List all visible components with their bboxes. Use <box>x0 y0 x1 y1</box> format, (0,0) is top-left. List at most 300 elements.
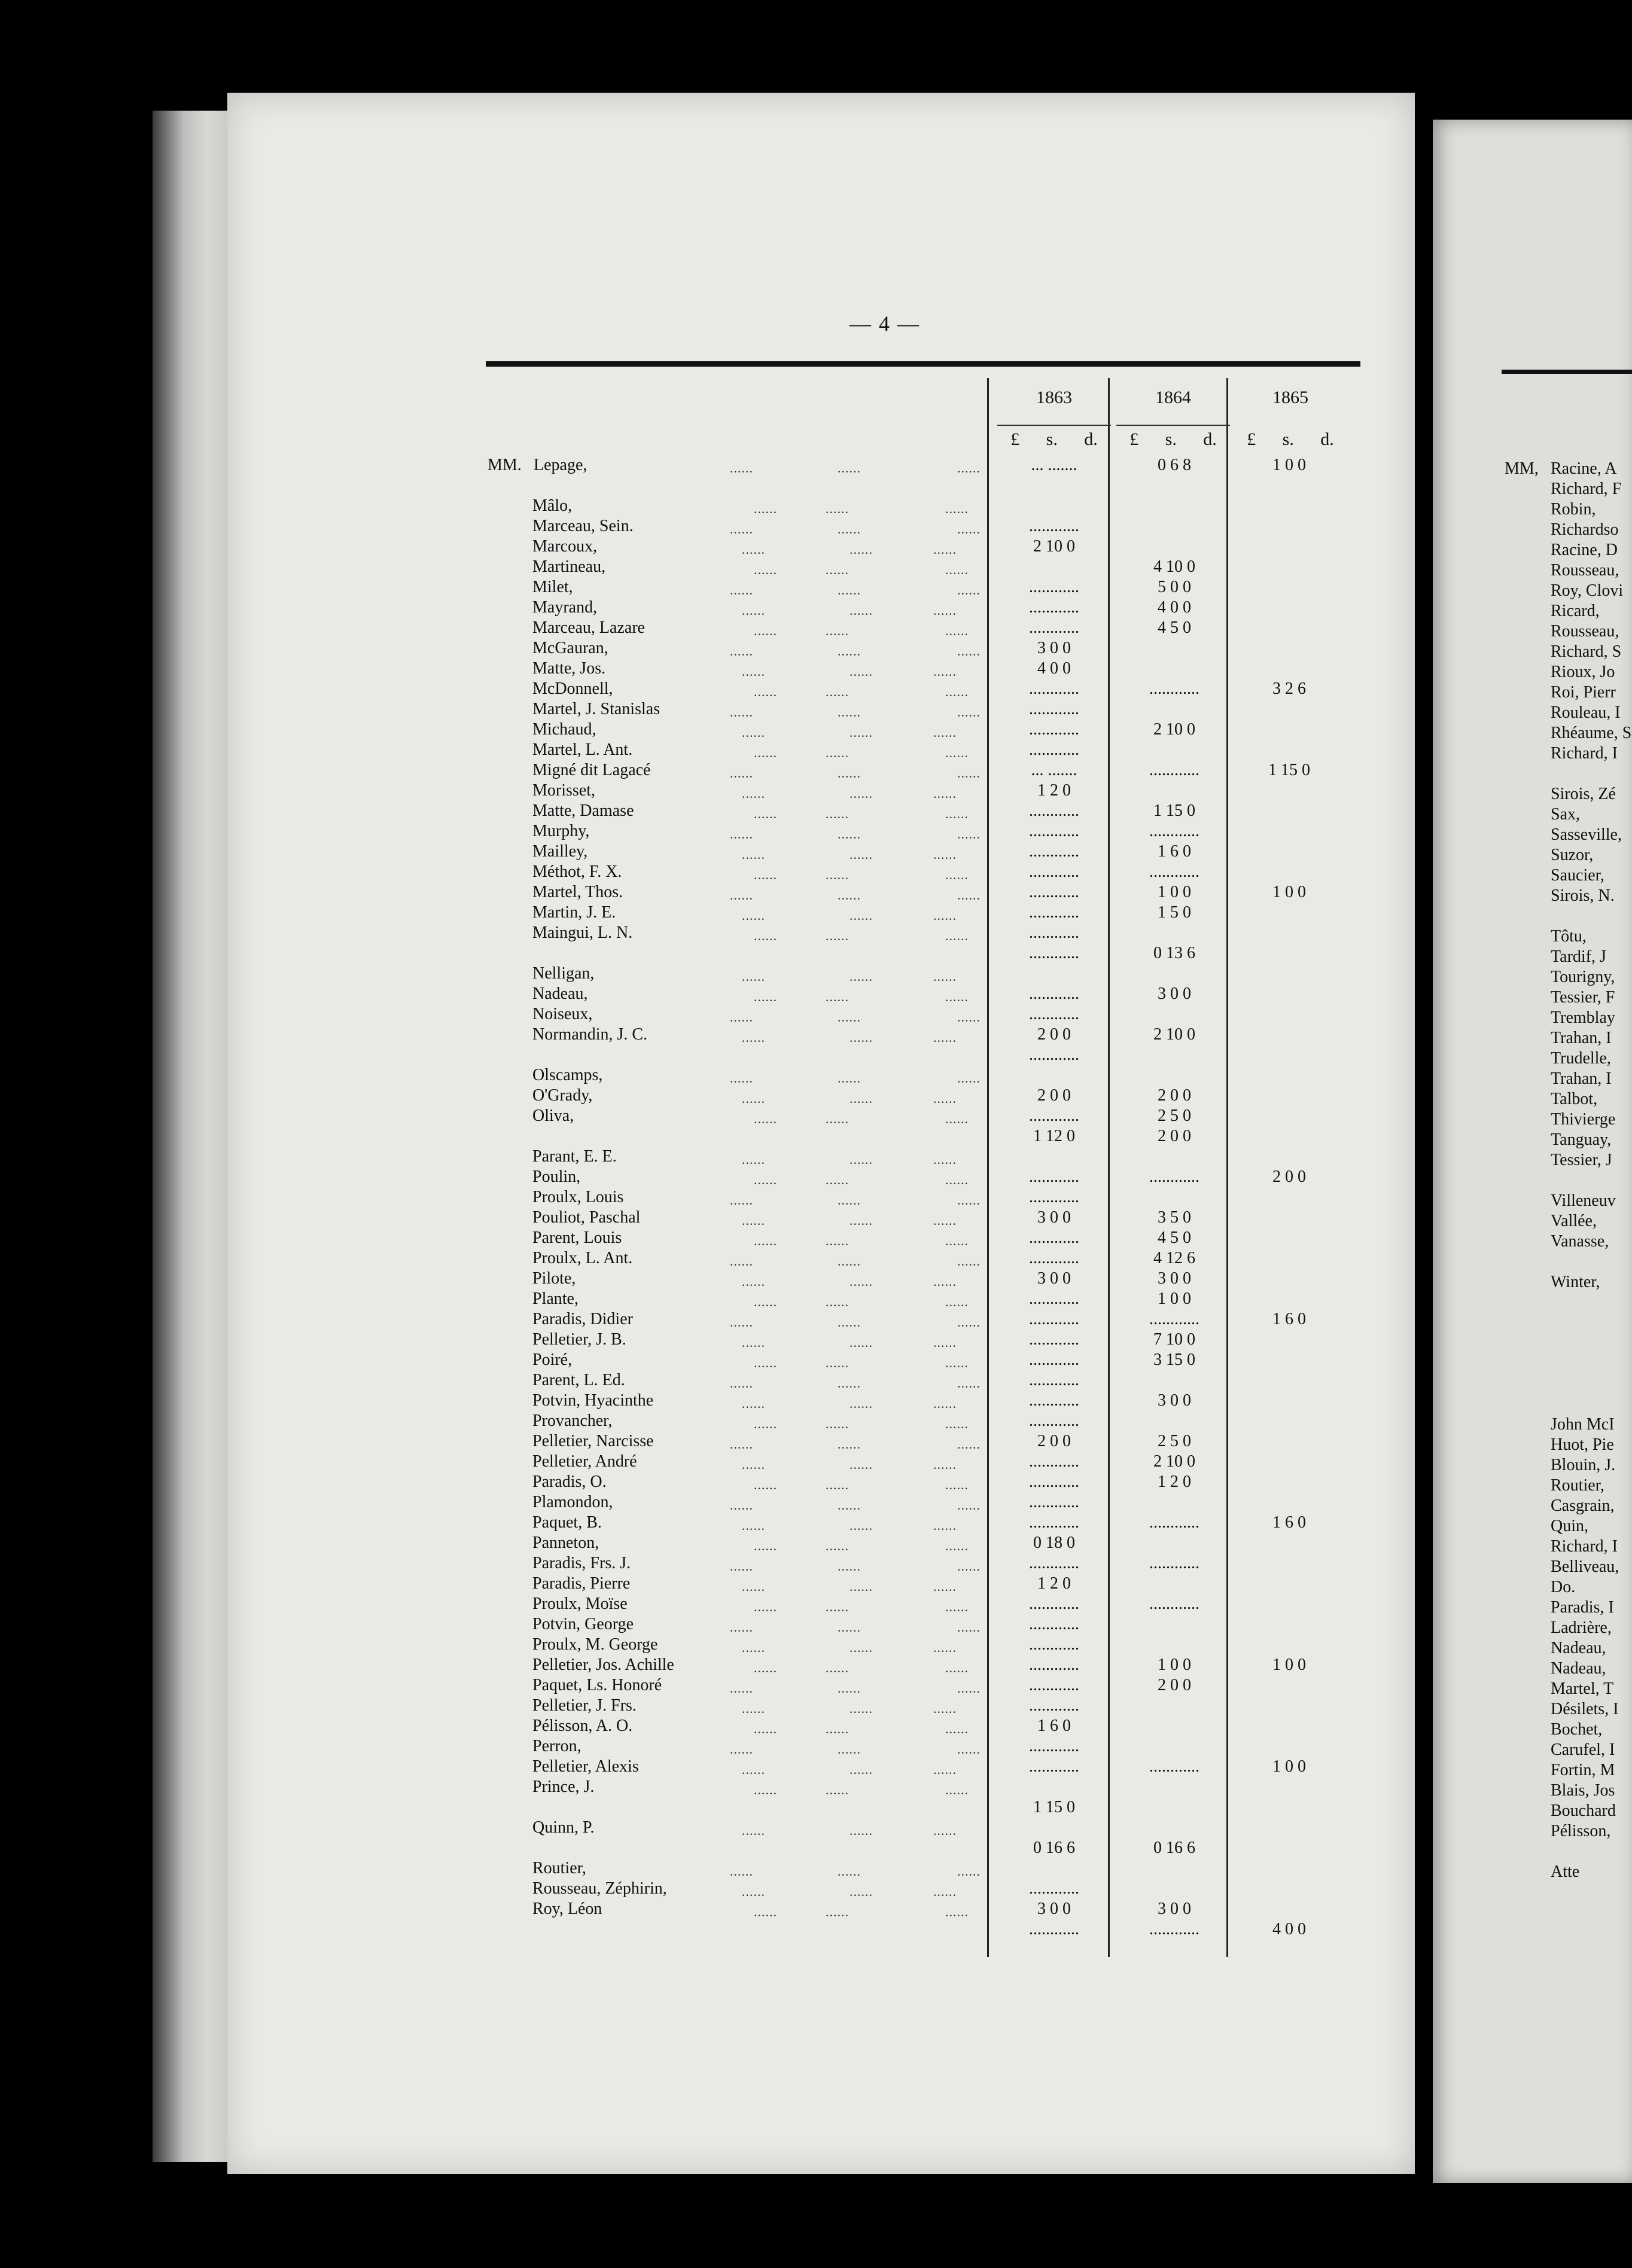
leader-dots: ...... <box>957 522 981 536</box>
leader-dots: ...... <box>826 1294 849 1309</box>
right-page-name: Martel, T <box>1551 1679 1614 1698</box>
subscriber-name: Proulx, M. George <box>532 1635 658 1654</box>
right-page-name: Trahan, I <box>1551 1029 1612 1047</box>
leader-dots: ...... <box>933 1030 957 1045</box>
leader-dots: ...... <box>850 786 873 801</box>
leader-dots: ...... <box>933 1091 957 1106</box>
leader-dots: ...... <box>730 1864 753 1879</box>
amount-1864: 2 5 0 <box>1158 1432 1191 1450</box>
table-row <box>0 1188 1632 1208</box>
leader-dots: ...... <box>826 1538 849 1553</box>
leader-dots: ...... <box>945 1782 969 1797</box>
leader-dots: ...... <box>838 1437 861 1452</box>
leader-dots: ...... <box>945 1538 969 1553</box>
table-row <box>0 1432 1632 1452</box>
leader-dots: ...... <box>730 1315 753 1330</box>
subscriber-name: Paradis, O. <box>532 1473 607 1491</box>
amount-1864: 4 12 6 <box>1153 1249 1195 1267</box>
table-row <box>0 1859 1632 1879</box>
leader-dots: ...... <box>742 847 765 862</box>
leader-dots: ...... <box>933 1823 957 1838</box>
subscriber-name: Martel, Thos. <box>532 883 623 901</box>
amount-1863: 2 0 0 <box>1037 1025 1071 1044</box>
leader-dots: ...... <box>945 806 969 821</box>
leader-dots: ...... <box>850 1030 873 1045</box>
leader-dots: ...... <box>754 501 777 516</box>
amount-1863: ............ <box>1029 700 1079 718</box>
amount-1865: 1 0 0 <box>1272 456 1306 474</box>
leader-dots: ...... <box>838 1010 861 1025</box>
right-page-name: Winter, <box>1551 1273 1600 1291</box>
amount-1864: 4 10 0 <box>1153 557 1195 576</box>
leader-dots: ...... <box>838 766 861 781</box>
subscriber-name: Martel, L. Ant. <box>532 740 633 759</box>
subscriber-name: Perron, <box>532 1737 581 1755</box>
leader-dots: ...... <box>742 1335 765 1350</box>
amount-1863: ............ <box>1029 1351 1079 1369</box>
leader-dots: ...... <box>730 705 753 720</box>
leader-dots: ...... <box>838 1254 861 1269</box>
subscriber-name: McDonnell, <box>532 679 613 698</box>
subscriber-name: Quinn, P. <box>532 1818 595 1837</box>
leader-dots: ...... <box>754 1721 777 1736</box>
leader-dots: ...... <box>957 1071 981 1086</box>
right-page-name: Saucier, <box>1551 866 1604 885</box>
amount-1863: ............ <box>1029 1188 1079 1206</box>
right-page-name: Rioux, Jo <box>1551 663 1615 681</box>
leader-dots: ...... <box>742 1396 765 1411</box>
amount-1863: ............ <box>1029 740 1079 759</box>
subscriber-name: Olscamps, <box>532 1066 603 1084</box>
leader-dots: ...... <box>957 1437 981 1452</box>
subscriber-name: Plamondon, <box>532 1493 613 1511</box>
table-row <box>0 740 1632 761</box>
subscriber-name: Plante, <box>532 1290 578 1308</box>
subscriber-name: Nelligan, <box>532 964 595 983</box>
leader-dots: ...... <box>933 725 957 740</box>
amount-1863: ............ <box>1029 1045 1079 1064</box>
leader-dots: ...... <box>850 1640 873 1655</box>
amount-1863: ............ <box>1029 1635 1079 1654</box>
leader-dots: ...... <box>838 1742 861 1757</box>
right-page-name: Rousseau, <box>1551 561 1619 580</box>
leader-dots: ...... <box>850 1274 873 1289</box>
right-page-name: Racine, D <box>1551 541 1618 559</box>
right-page-name: Thivierge <box>1551 1110 1616 1129</box>
leader-dots: ...... <box>957 1315 981 1330</box>
table-row <box>0 1737 1632 1757</box>
right-page-name: Roi, Pierr <box>1551 683 1616 702</box>
leader-dots: ...... <box>945 928 969 943</box>
right-page-name: Sirois, N. <box>1551 886 1615 905</box>
leader-dots: ...... <box>945 1904 969 1919</box>
amount-1864: 4 5 0 <box>1158 1228 1191 1247</box>
amount-1864: 1 0 0 <box>1158 883 1191 901</box>
leader-dots: ...... <box>730 888 753 903</box>
leader-dots: ...... <box>945 1355 969 1370</box>
subscriber-name: Panneton, <box>532 1534 599 1552</box>
amount-1863: ............ <box>1029 862 1079 881</box>
right-page-name: Tourigny, <box>1551 968 1615 986</box>
amount-1863: ... ....... <box>1031 456 1077 474</box>
leader-dots: ...... <box>850 725 873 740</box>
leader-dots: ...... <box>730 583 753 598</box>
money-header-1863 <box>997 429 1111 450</box>
table-row <box>0 1351 1632 1371</box>
table-row <box>0 1513 1632 1534</box>
leader-dots: ...... <box>838 1681 861 1696</box>
right-page-name: Blais, Jos <box>1551 1781 1615 1800</box>
leader-dots: ...... <box>850 1213 873 1228</box>
right-honorific-prefix: MM, <box>1505 459 1539 478</box>
table-row <box>0 557 1632 578</box>
right-page-name: Ladrière, <box>1551 1618 1612 1637</box>
leader-dots: ...... <box>742 1823 765 1838</box>
subscriber-name: Oliva, <box>532 1106 574 1125</box>
right-page-name: Richard, F <box>1551 480 1622 498</box>
leader-dots: ...... <box>957 1559 981 1574</box>
leader-dots: ...... <box>742 1884 765 1899</box>
leader-dots: ...... <box>838 888 861 903</box>
leader-dots: ...... <box>933 542 957 557</box>
right-page-name: Richard, I <box>1551 1537 1618 1556</box>
table-row <box>0 781 1632 801</box>
leader-dots: ...... <box>850 908 873 923</box>
right-page-name: Richardso <box>1551 520 1619 539</box>
amount-1863: 2 0 0 <box>1037 1432 1071 1450</box>
leader-dots: ...... <box>742 1152 765 1167</box>
amount-1863: 1 15 0 <box>1033 1798 1075 1816</box>
amount-1863: ............ <box>1029 984 1079 1003</box>
leader-dots: ...... <box>850 1457 873 1472</box>
amount-1864: ............ <box>1149 679 1199 698</box>
leader-dots: ...... <box>838 1315 861 1330</box>
right-page-name: Nadeau, <box>1551 1639 1606 1657</box>
right-page-name: Tessier, J <box>1551 1151 1612 1169</box>
leader-dots: ...... <box>838 522 861 536</box>
table-row <box>0 923 1632 944</box>
table-row <box>0 801 1632 822</box>
right-page-name: Richard, I <box>1551 744 1618 763</box>
subscriber-name: Pelletier, Narcisse <box>532 1432 654 1450</box>
leader-dots: ...... <box>826 1782 849 1797</box>
table-row <box>0 1310 1632 1330</box>
subscriber-name: Rousseau, Zéphirin, <box>532 1879 667 1898</box>
leader-dots: ...... <box>933 969 957 984</box>
table-row <box>0 1473 1632 1493</box>
right-page-name: Racine, A <box>1551 459 1617 478</box>
table-row <box>0 1839 1632 1859</box>
table-row <box>0 1452 1632 1473</box>
amount-1865: 1 15 0 <box>1268 761 1310 779</box>
right-page-name: Sasseville, <box>1551 825 1622 844</box>
leader-dots: ...... <box>838 1559 861 1574</box>
leader-dots: ...... <box>826 1233 849 1248</box>
table-row <box>0 537 1632 557</box>
leader-dots: ...... <box>957 1010 981 1025</box>
pound-label: £ <box>1247 429 1256 449</box>
table-row <box>0 1249 1632 1269</box>
subscriber-name: Parent, L. Ed. <box>532 1371 625 1389</box>
table-row <box>0 822 1632 842</box>
shilling-label: s. <box>1165 429 1177 449</box>
pound-label: £ <box>1010 429 1020 449</box>
year-header-1863: 1863 <box>1036 388 1072 407</box>
table-row <box>0 761 1632 781</box>
table-row <box>0 1635 1632 1656</box>
amount-1864: 0 13 6 <box>1153 944 1195 962</box>
leader-dots: ...... <box>945 1599 969 1614</box>
right-page-name: Sax, <box>1551 805 1580 824</box>
amount-1865: 1 0 0 <box>1272 883 1306 901</box>
subscriber-name: O'Grady, <box>532 1086 593 1105</box>
leader-dots: ...... <box>742 1579 765 1594</box>
subscriber-name: Proulx, Moïse <box>532 1595 628 1613</box>
leader-dots: ...... <box>933 1274 957 1289</box>
subscriber-name: Poulin, <box>532 1167 581 1186</box>
honorific-prefix: MM. <box>488 456 522 474</box>
leader-dots: ...... <box>826 1416 849 1431</box>
table-row <box>0 1066 1632 1086</box>
right-page-name: Belliveau, <box>1551 1557 1619 1576</box>
amount-1864: ............ <box>1149 1554 1199 1572</box>
subscriber-name: Mailley, <box>532 842 588 861</box>
leader-dots: ...... <box>850 1579 873 1594</box>
amount-1863: 0 18 0 <box>1033 1534 1075 1552</box>
table-row <box>0 1818 1632 1839</box>
right-page-header-rule <box>1502 370 1632 374</box>
leader-dots: ...... <box>850 603 873 618</box>
leader-dots: ...... <box>742 1701 765 1716</box>
shilling-label: s. <box>1282 429 1294 449</box>
leader-dots: ...... <box>838 1376 861 1391</box>
leader-dots: ...... <box>826 562 849 577</box>
leader-dots: ...... <box>945 1721 969 1736</box>
amount-1865: 4 0 0 <box>1272 1920 1306 1938</box>
leader-dots: ...... <box>754 1172 777 1187</box>
subscriber-name: Routier, <box>532 1859 586 1877</box>
amount-1863: ............ <box>1029 1452 1079 1471</box>
right-page-name: Bochet, <box>1551 1720 1603 1739</box>
leader-dots: ...... <box>945 1416 969 1431</box>
right-page-name: Trahan, I <box>1551 1069 1612 1088</box>
amount-1863: 0 16 6 <box>1033 1839 1075 1857</box>
amount-1864: 1 0 0 <box>1158 1290 1191 1308</box>
leader-dots: ...... <box>957 888 981 903</box>
right-page-name: Casgrain, <box>1551 1496 1615 1515</box>
amount-1863: 3 0 0 <box>1037 1900 1071 1918</box>
subscriber-name: Roy, Léon <box>532 1900 602 1918</box>
amount-1864: ............ <box>1149 1920 1199 1938</box>
leader-dots: ...... <box>933 1213 957 1228</box>
right-page-name: Tanguay, <box>1551 1130 1612 1149</box>
amount-1863: ............ <box>1029 1513 1079 1532</box>
amount-1863: 1 2 0 <box>1037 781 1071 800</box>
leader-dots: ...... <box>730 1742 753 1757</box>
leader-dots: ...... <box>838 827 861 842</box>
year-header-1864: 1864 <box>1155 388 1191 407</box>
subscriber-name: Matte, Damase <box>532 801 634 820</box>
money-header-1864 <box>1116 429 1230 450</box>
amount-1863: 3 0 0 <box>1037 639 1071 657</box>
pence-label: d. <box>1084 429 1098 449</box>
leader-dots: ...... <box>933 664 957 679</box>
table-row <box>0 1534 1632 1554</box>
right-page-name: Huot, Pie <box>1551 1435 1614 1454</box>
table-row <box>0 517 1632 537</box>
table-row <box>0 1696 1632 1717</box>
leader-dots: ...... <box>730 1437 753 1452</box>
amount-1863: ............ <box>1029 1676 1079 1694</box>
right-page-name: Bouchard <box>1551 1801 1616 1820</box>
subscriber-name: Migné dit Lagacé <box>532 761 651 779</box>
amount-1864: 1 0 0 <box>1158 1656 1191 1674</box>
leader-dots: ...... <box>850 1518 873 1533</box>
leader-dots: ...... <box>730 1620 753 1635</box>
header-rule <box>486 361 1360 367</box>
leader-dots: ...... <box>933 1396 957 1411</box>
amount-1863: ............ <box>1029 1005 1079 1023</box>
right-page-name: Fortin, M <box>1551 1761 1615 1779</box>
leader-dots: ...... <box>838 1071 861 1086</box>
leader-dots: ...... <box>957 1193 981 1208</box>
table-row <box>0 1025 1632 1045</box>
leader-dots: ...... <box>826 684 849 699</box>
subscriber-name: Pilote, <box>532 1269 576 1288</box>
leader-dots: ...... <box>754 1294 777 1309</box>
subscriber-name: Proulx, Louis <box>532 1188 624 1206</box>
right-page-name: Trudelle, <box>1551 1049 1611 1068</box>
leader-dots: ...... <box>826 928 849 943</box>
leader-dots: ...... <box>742 1091 765 1106</box>
leader-dots: ...... <box>730 1071 753 1086</box>
subscriber-name: Pouliot, Paschal <box>532 1208 641 1227</box>
amount-1863: ............ <box>1029 903 1079 922</box>
leader-dots: ...... <box>742 664 765 679</box>
leader-dots: ...... <box>742 1762 765 1777</box>
amount-1863: 1 2 0 <box>1037 1574 1071 1593</box>
table-row <box>0 659 1632 679</box>
subscriber-name: Marceau, Sein. <box>532 517 634 535</box>
amount-1863: ............ <box>1029 1554 1079 1572</box>
table-row <box>0 1493 1632 1513</box>
right-page-name: Vanasse, <box>1551 1232 1609 1251</box>
amount-1863: ............ <box>1029 822 1079 840</box>
right-page-name: Pélisson, <box>1551 1822 1611 1840</box>
table-row <box>0 1208 1632 1228</box>
leader-dots: ...... <box>850 542 873 557</box>
amount-1863: ............ <box>1029 1493 1079 1511</box>
leader-dots: ...... <box>850 1091 873 1106</box>
subscriber-name: Lepage, <box>534 456 587 474</box>
leader-dots: ...... <box>838 1620 861 1635</box>
leader-dots: ...... <box>730 1681 753 1696</box>
table-row <box>0 984 1632 1005</box>
subscriber-name: Mâlo, <box>532 496 573 515</box>
subscriber-name: Matte, Jos. <box>532 659 606 678</box>
leader-dots: ...... <box>957 1376 981 1391</box>
amount-1863: ............ <box>1029 578 1079 596</box>
leader-dots: ...... <box>754 1477 777 1492</box>
leader-dots: ...... <box>826 745 849 760</box>
leader-dots: ...... <box>957 1620 981 1635</box>
leader-dots: ...... <box>957 766 981 781</box>
table-row <box>0 598 1632 618</box>
right-page-name: Nadeau, <box>1551 1659 1606 1678</box>
amount-1863: 3 0 0 <box>1037 1208 1071 1227</box>
amount-1863: ............ <box>1029 720 1079 739</box>
leader-dots: ...... <box>945 1172 969 1187</box>
leader-dots: ...... <box>742 1030 765 1045</box>
amount-1863: ............ <box>1029 1412 1079 1430</box>
leader-dots: ...... <box>933 908 957 923</box>
amount-1864: 3 0 0 <box>1158 1391 1191 1410</box>
right-page-name: Tardif, J <box>1551 947 1606 966</box>
leader-dots: ...... <box>850 969 873 984</box>
amount-1864: 3 5 0 <box>1158 1208 1191 1227</box>
subscriber-name: Marceau, Lazare <box>532 618 646 637</box>
leader-dots: ...... <box>838 705 861 720</box>
leader-dots: ...... <box>945 1111 969 1126</box>
money-header-1865 <box>1234 429 1347 450</box>
right-page-name: Richard, S <box>1551 642 1622 661</box>
table-row <box>0 1757 1632 1778</box>
table-row <box>0 1127 1632 1147</box>
table-row <box>0 1615 1632 1635</box>
leader-dots: ...... <box>933 1335 957 1350</box>
table-row <box>0 883 1632 903</box>
amount-1863: 1 12 0 <box>1033 1127 1075 1145</box>
leader-dots: ...... <box>742 542 765 557</box>
subscriber-name: Pelletier, André <box>532 1452 637 1471</box>
money-rule-1864 <box>1116 425 1230 426</box>
amount-1865: 1 0 0 <box>1272 1656 1306 1674</box>
amount-1863: ............ <box>1029 1473 1079 1491</box>
amount-1863: ............ <box>1029 1696 1079 1715</box>
leader-dots: ...... <box>957 705 981 720</box>
subscriber-name: Marcoux, <box>532 537 598 556</box>
amount-1863: ............ <box>1029 1615 1079 1633</box>
leader-dots: ...... <box>933 1152 957 1167</box>
leader-dots: ...... <box>754 867 777 882</box>
leader-dots: ...... <box>826 1660 849 1675</box>
leader-dots: ...... <box>826 1355 849 1370</box>
leader-dots: ...... <box>957 1498 981 1513</box>
amount-1863: ............ <box>1029 1757 1079 1776</box>
table-row <box>0 720 1632 740</box>
leader-dots: ...... <box>742 1213 765 1228</box>
right-page-name: Rouleau, I <box>1551 703 1621 722</box>
pence-label: d. <box>1320 429 1334 449</box>
amount-1864: 2 10 0 <box>1153 1452 1195 1471</box>
amount-1863: ............ <box>1029 944 1079 962</box>
subscriber-name: Parant, E. E. <box>532 1147 617 1166</box>
subscriber-name: Martineau, <box>532 557 606 576</box>
table-row <box>0 1086 1632 1106</box>
amount-1864: 0 16 6 <box>1153 1839 1195 1857</box>
leader-dots: ...... <box>945 867 969 882</box>
leader-dots: ...... <box>850 1884 873 1899</box>
table-row <box>0 1554 1632 1574</box>
amount-1863: ............ <box>1029 1167 1079 1186</box>
table-row <box>0 1412 1632 1432</box>
money-rule-1863 <box>997 425 1111 426</box>
leader-dots: ...... <box>933 1518 957 1533</box>
leader-dots: ...... <box>754 989 777 1004</box>
subscriber-name: Paradis, Didier <box>532 1310 633 1328</box>
amount-1864: 2 0 0 <box>1158 1676 1191 1694</box>
table-row <box>0 1391 1632 1412</box>
